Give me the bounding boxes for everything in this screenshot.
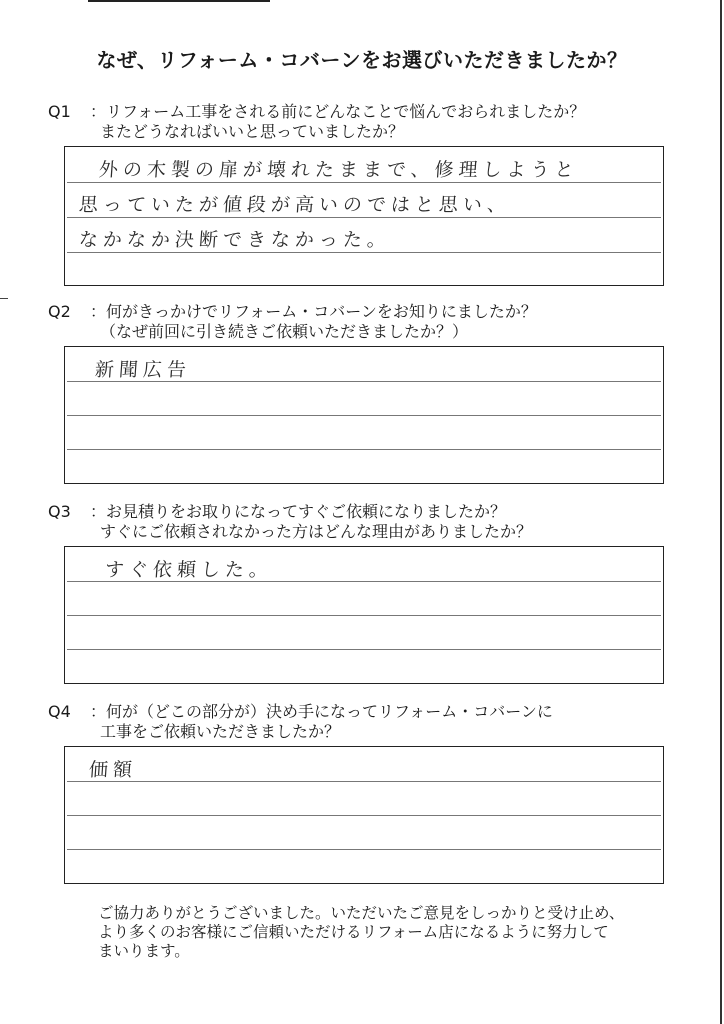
handwritten-answer-line: すぐ依頼した。: [104, 559, 274, 581]
top-rule: [88, 0, 270, 2]
writing-line: [67, 615, 661, 616]
handwritten-answer-line: なかなか決断できなかった。: [78, 229, 392, 251]
question-text-line1: ：リフォーム工事をされる前にどんなことで悩んでおられましたか？: [90, 102, 586, 121]
closing-message-line: ご協力ありがとうございました。いただいたご意見をしっかりと受け止め、: [98, 904, 625, 922]
page-title: なぜ、リフォーム・コバーンをお選びいただきましたか？: [96, 48, 628, 72]
question-3: [48, 502, 532, 542]
handwritten-answer-line: 価額: [88, 759, 138, 781]
page-edge: [720, 0, 722, 1024]
question-number: Q2: [48, 302, 71, 321]
writing-line: [67, 415, 661, 416]
question-text-line2: 工事をご依頼いただきましたか？: [100, 722, 341, 741]
writing-line: [67, 449, 661, 450]
writing-line: [67, 252, 661, 253]
question-text-line1: ：何がきっかけでリフォーム・コバーンをお知りにましたか？: [90, 302, 537, 321]
closing-message: [98, 904, 624, 961]
closing-message-line: より多くのお客様にご信頼いただけるリフォーム店になるように努力して: [98, 923, 609, 941]
question-text-line1: ：お見積りをお取りになってすぐご依頼になりましたか？: [90, 502, 507, 521]
question-text-line1: ：何が（どこの部分が）決め手になってリフォーム・コバーンに: [90, 702, 553, 721]
answer-box-1: [64, 146, 664, 286]
writing-line: [67, 217, 661, 218]
question-text-line2: （なぜ前回に引き続きご依頼いただきましたか？）: [100, 322, 469, 341]
answer-box-2: [64, 346, 664, 484]
handwritten-answer-line: 新聞広告: [94, 359, 192, 381]
question-number: Q3: [48, 502, 71, 521]
fold-mark: [0, 298, 8, 299]
writing-line: [67, 182, 661, 183]
writing-line: [67, 781, 661, 782]
question-text-line2: すぐにご依頼されなかった方はどんな理由がありましたか？: [100, 522, 533, 541]
handwritten-answer-line: 外の木製の扉が壊れたままで、修理しようと: [98, 159, 580, 181]
question-4: [48, 702, 553, 742]
question-number: Q4: [48, 702, 71, 721]
closing-message-line: まいります。: [98, 942, 190, 960]
question-text-line2: またどうなればいいと思っていましたか？: [100, 122, 405, 141]
answer-box-4: [64, 746, 664, 884]
writing-line: [67, 849, 661, 850]
handwritten-answer-line: 思っていたが値段が高いのではと思い、: [78, 194, 512, 216]
writing-line: [67, 649, 661, 650]
writing-line: [67, 815, 661, 816]
question-number: Q1: [48, 102, 71, 121]
question-2: [48, 302, 537, 342]
question-1: [48, 102, 585, 142]
answer-box-3: [64, 546, 664, 684]
